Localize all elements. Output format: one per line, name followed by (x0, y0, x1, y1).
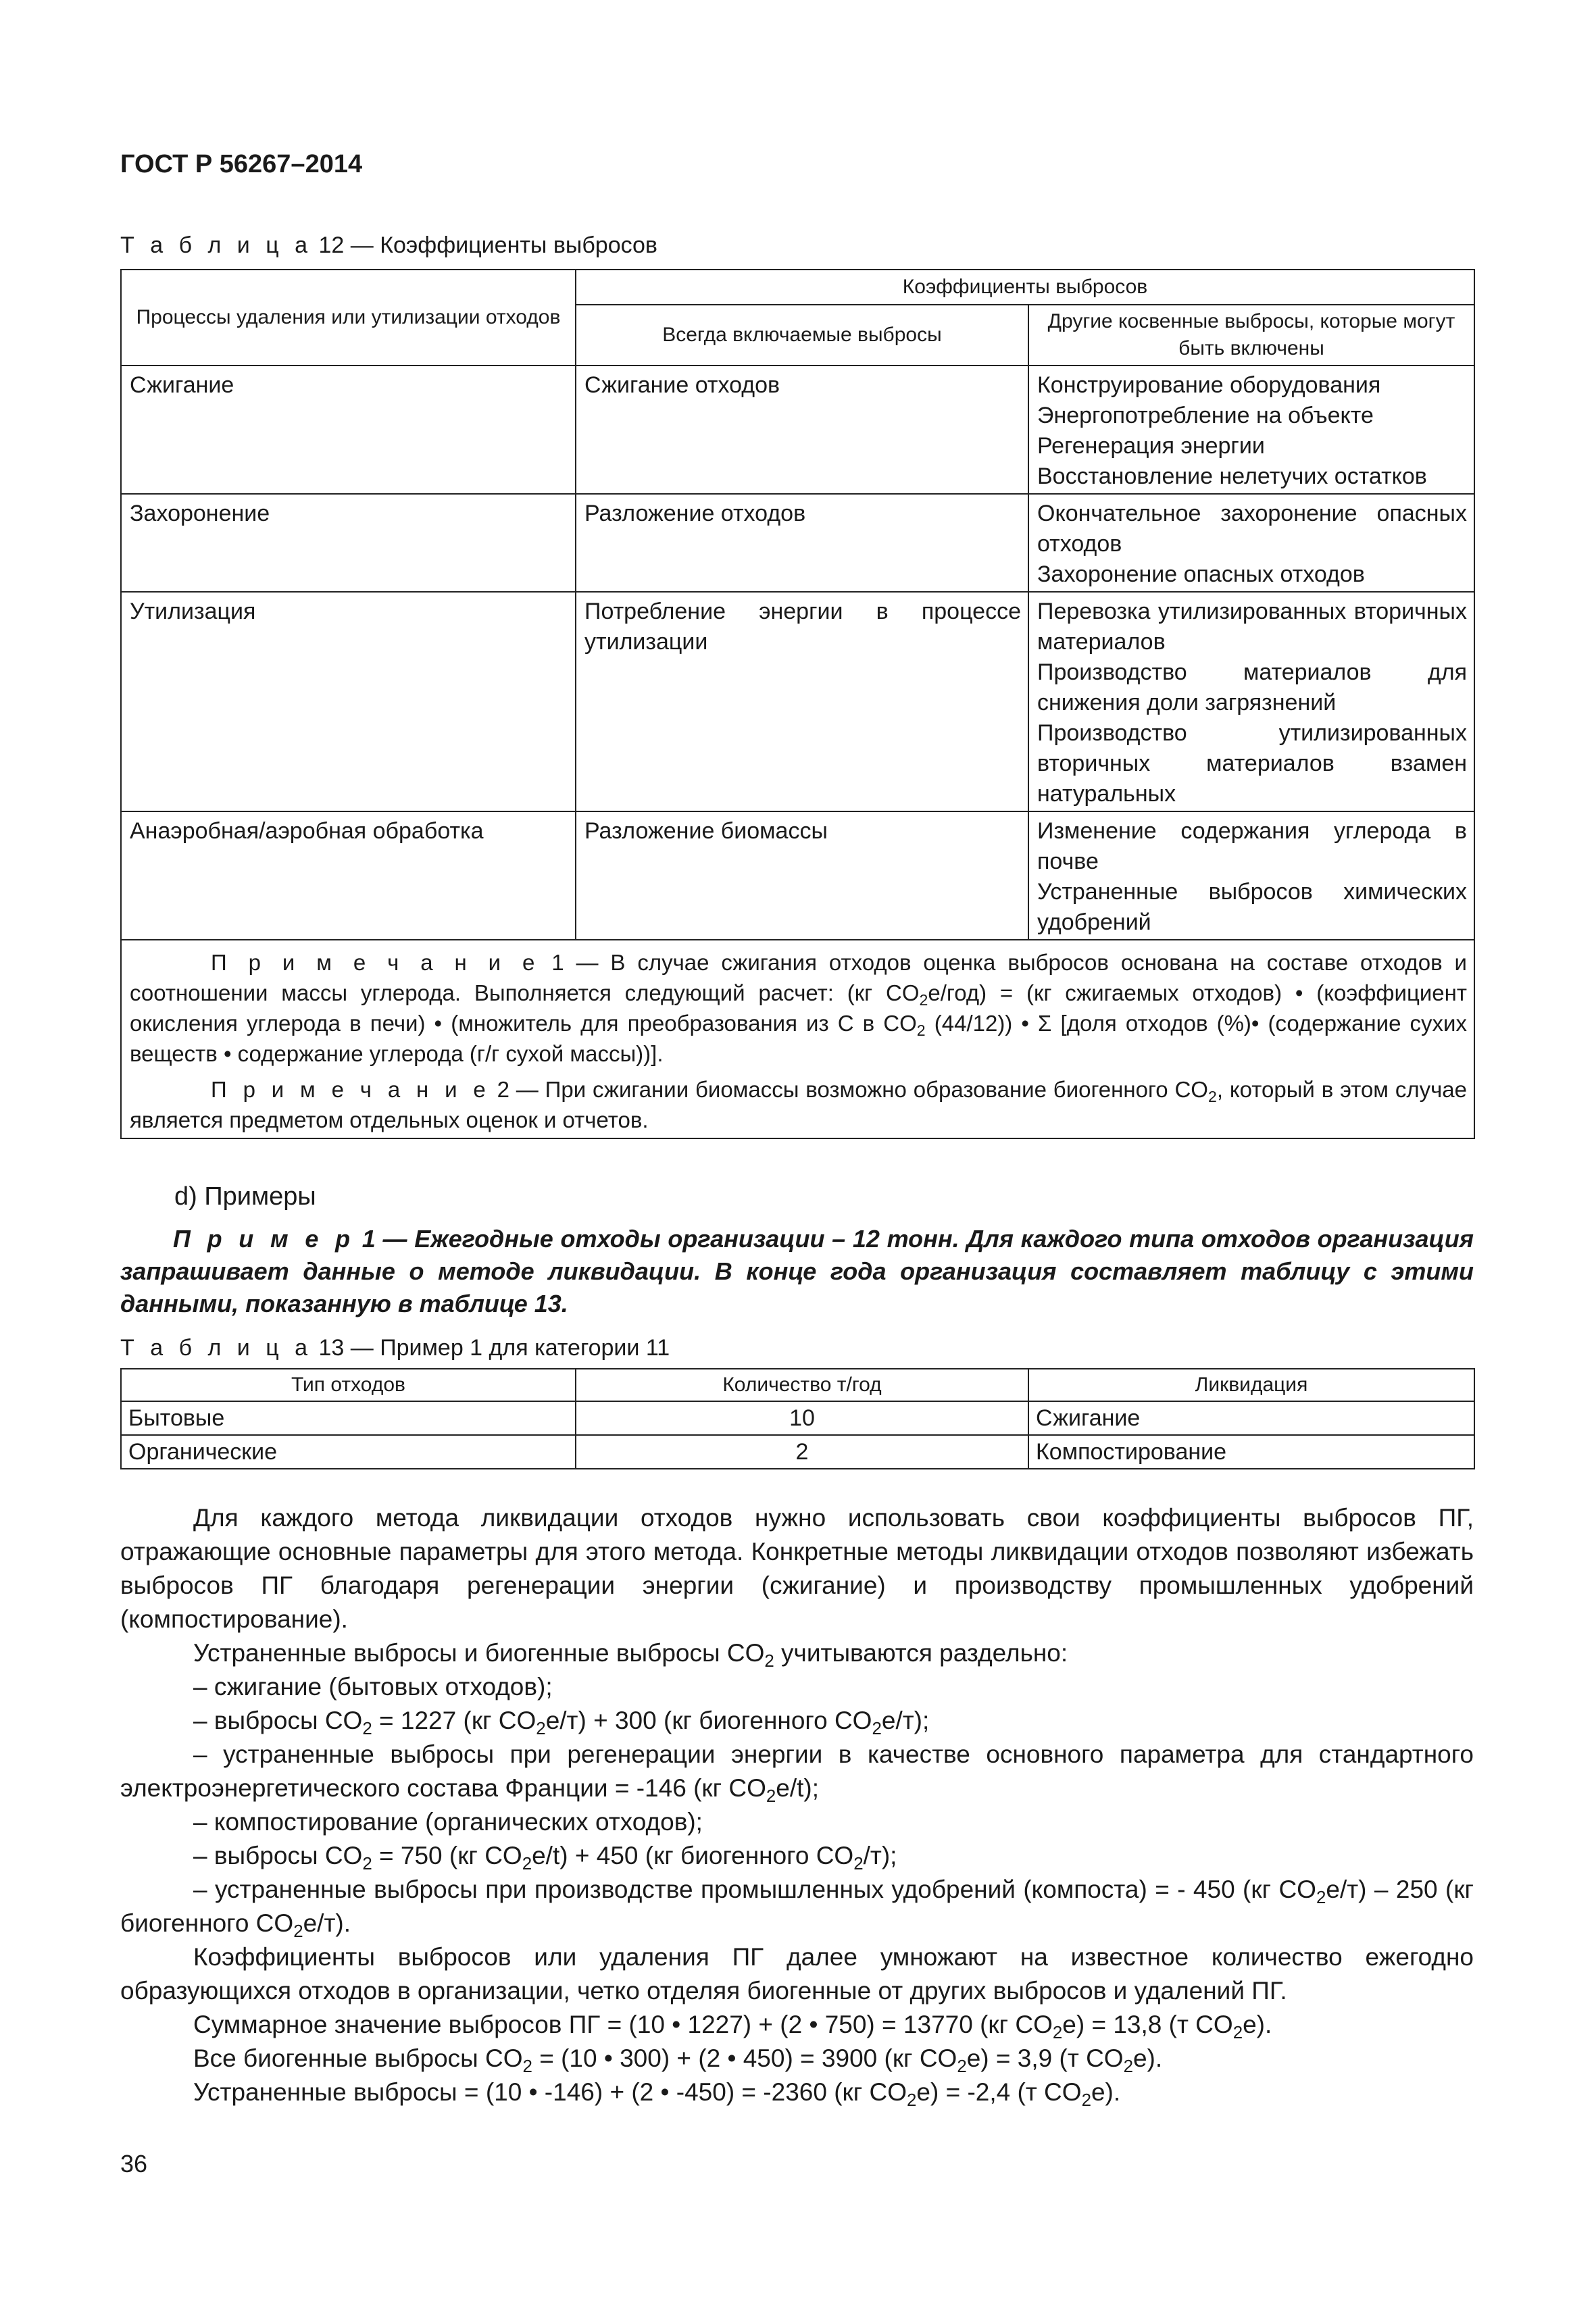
table12-cell-other-line: Регенерация энергии (1037, 433, 1265, 459)
paragraph: Устраненные выбросы = (10 • -146) + (2 • -450) = -2360 (кг $CO_2е) = -2,4$ (т $CO_2е$). (193, 2078, 1121, 2110)
table12-cell-other-line: Захоронение опасных отходов (1037, 561, 1365, 587)
table12-cell-other-line: Перевозка утилизированных вторичных материалов (1037, 599, 1467, 655)
table13-caption (120, 1335, 670, 1361)
table13-cell: Сжигание (1028, 1401, 1474, 1435)
table-row (121, 811, 1474, 940)
table12-cell-process: Захоронение (121, 494, 576, 592)
table13-col-type: Тип отходов (121, 1369, 576, 1401)
example-1 (120, 1223, 1474, 1320)
table12-cell-other (1028, 592, 1474, 811)
table12-caption-text: 12 — Коэффициенты выбросов (312, 232, 657, 258)
table12-cell-other-line: Восстановление нелетучих остатков (1037, 463, 1427, 489)
table13-caption-word: Т а б л и ц а (120, 1335, 313, 1361)
table12-col-process: Процессы удаления или утилизации отходов (121, 270, 576, 366)
note-text: 1 — В случае сжигания отходов оценка выбросов основана на составе отходов и соотношении массы углерода. Выполняется следующий расчет: (кг CO (130, 950, 1467, 1005)
body-text (120, 1501, 1474, 2109)
paragraph: Для каждого метода ликвидации отходов нужно использовать свои коэффициенты выбросов ПГ, отражающие основные параметры для этого метода. Конкретные методы ликвидации отходов позволяют избежать выбросов ПГ благодаря регенерации энергии (сжигание) и производству промышленных удобрений (компостирование). (120, 1504, 1474, 1633)
table-row (121, 366, 1474, 494)
paragraph: – компостирование (органических отходов); (193, 1808, 703, 1836)
document-header: ГОСТ Р 56267–2014 (120, 150, 363, 178)
table-13 (120, 1368, 1475, 1469)
table12-cell-other-line: Производство утилизированных вторичных материалов взамен натуральных (1037, 720, 1467, 807)
paragraph: Устраненные выбросы и биогенные выбросы $CO_2$ учитываются раздельно: (193, 1639, 1068, 1671)
table13-cell: Компостирование (1028, 1435, 1474, 1469)
table12-cell-always: Разложение биомассы (576, 811, 1028, 940)
subscript: 2 (916, 1021, 926, 1039)
note-text: (44/12)) • Σ [доля отходов (%)• (содержание сухих веществ • содержание углерода (г/г сухой массы))]. (130, 1011, 1467, 1066)
table12-cell-other (1028, 494, 1474, 592)
table12-col-group: Коэффициенты выбросов (576, 270, 1474, 305)
table-row (121, 1401, 1474, 1435)
table12-cell-other (1028, 811, 1474, 940)
table12-cell-always: Сжигание отходов (576, 366, 1028, 494)
table13-cell: 2 (576, 1435, 1028, 1469)
note-text: , который в этом случае является предметом отдельных оценок и отчетов. (130, 1077, 1467, 1132)
paragraph: – выбросы $CO_2 = 750$ (кг $CO_2е/t) + 450$ (кг биогенного $CO_2/т$); (193, 1842, 897, 1873)
table12-cell-other-line: Изменение содержания углерода в почве (1037, 818, 1467, 874)
table13-cell: Органические (121, 1435, 576, 1469)
table13-col-disposal: Ликвидация (1028, 1369, 1474, 1401)
table-row (121, 494, 1474, 592)
subscript: 2 (1207, 1087, 1217, 1105)
paragraph: – выбросы $CO_2 = 1227$ (кг $CO_2е/т) + 300$ (кг биогенного $CO_2е/т$); (193, 1707, 930, 1738)
table-12 (120, 269, 1475, 1139)
table12-note-2 (130, 1074, 1467, 1135)
table13-cell: 10 (576, 1401, 1028, 1435)
paragraph: – устраненные выбросы при производстве промышленных удобрений (компоста) = - 450 (кг $CO_2е/т) - 250$ (кг биогенного $CO_2е/т$). (120, 1876, 1474, 1941)
table12-cell-other-line: Производство материалов для снижения доли загрязнений (1037, 659, 1467, 715)
table12-caption-word: Т а б л и ц а (120, 232, 313, 258)
table12-caption (120, 232, 657, 259)
table12-notes (121, 940, 1474, 1138)
example-label: П р и м е р (173, 1225, 355, 1253)
table12-cell-always: Разложение отходов (576, 494, 1028, 592)
paragraph: – сжигание (бытовых отходов); (193, 1673, 553, 1701)
table12-cell-process: Утилизация (121, 592, 576, 811)
table12-note-1 (130, 947, 1467, 1069)
table12-cell-other-line: Окончательное захоронение опасных отходов (1037, 501, 1467, 557)
table12-col-always: Всегда включаемые выбросы (576, 305, 1028, 366)
table12-cell-other-line: Устраненные выбросов химических удобрений (1037, 879, 1467, 935)
section-heading: d) Примеры (174, 1182, 316, 1211)
note-text: е/год) = (кг сжигаемых отходов) • (коэффициент окисления углерода в печи) • (множитель для преобразования из C в CO (130, 980, 1467, 1036)
note-label: П р и м е ч а н и е (211, 1077, 491, 1102)
table13-cell: Бытовые (121, 1401, 576, 1435)
subscript: 2 (919, 990, 928, 1009)
table12-cell-other-line: Энергопотребление на объекте (1037, 403, 1374, 428)
table12-cell-other-line: Конструирование оборудования (1037, 372, 1381, 398)
table-row (121, 1435, 1474, 1469)
note-label: П р и м е ч а н и е (211, 950, 540, 975)
table13-caption-text: 13 — Пример 1 для категории 11 (312, 1335, 670, 1361)
table12-cell-always: Потребление энергии в процессе утилизации (576, 592, 1028, 811)
table13-col-amount: Количество т/год (576, 1369, 1028, 1401)
note-text: 2 — При сжигании биомассы возможно образование биогенного CO (490, 1077, 1208, 1102)
paragraph: Суммарное значение выбросов ПГ = (10 • 1227) + (2 • 750) = 13770 (кг $CO_2е) = 13,8$ (т $CO_2е$). (193, 2011, 1272, 2042)
table12-cell-process: Сжигание (121, 366, 576, 494)
example-text: 1 — Ежегодные отходы организации – 12 тонн. Для каждого типа отходов организация запрашивает данные о методе ликвидации. В конце года организация составляет таблицу с этими данными, показанную в таблице 13. (120, 1225, 1474, 1317)
paragraph: Коэффициенты выбросов или удаления ПГ далее умножают на известное количество ежегодно образующихся отходов в организации, четко отделяя биогенные от других выбросов и удалений ПГ. (120, 1943, 1474, 2005)
table-row (121, 592, 1474, 811)
table12-cell-process: Анаэробная/аэробная обработка (121, 811, 576, 940)
paragraph: Все биогенные выбросы $CO_2 = (10$ • 300) + (2 • 450) = 3900 (кг $CO_2е) = 3,9$ (т $CO_2е$). (193, 2044, 1163, 2076)
table12-cell-other (1028, 366, 1474, 494)
paragraph: – устраненные выбросы при регенерации энергии в качестве основного параметра для стандартного электроэнергетического состава Франции = -146 (кг $CO_2е/t$); (120, 1740, 1474, 1806)
page-number: 36 (120, 2150, 148, 2178)
table12-col-other: Другие косвенные выбросы, которые могут быть включены (1028, 305, 1474, 366)
